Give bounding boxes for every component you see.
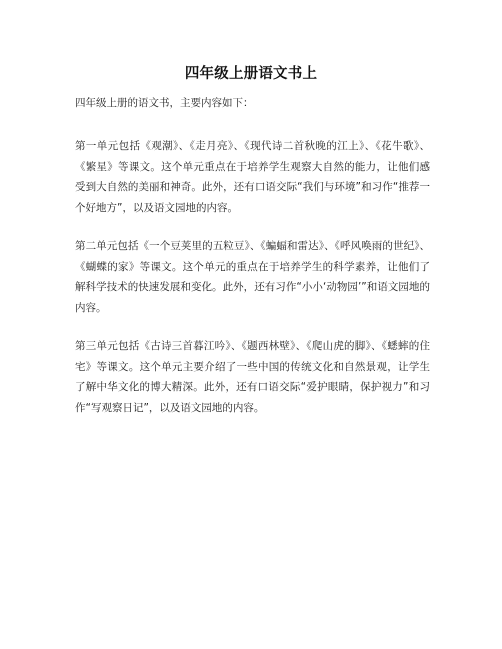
intro-text: 四年级上册的语文书，主要内容如下：	[75, 97, 254, 109]
paragraph-unit-2: 第二单元包括《一个豆荚里的五粒豆》、《蝙蝠和雷达》、《呼风唤雨的世纪》、《蝴蝶的家》等课文。这个单元的重点在于培养学生的科学素养，让他们了解科学技术的快速发展和变化。此外，还有习作“小小‘动物园’”和语文园地的内容。	[75, 240, 430, 315]
paragraph-unit-1: 第一单元包括《观潮》、《走月亮》、《现代诗二首秋晚的江上》、《花牛歌》、《繁星》等课文。这个单元重点在于培养学生观察大自然的能力，让他们感受到大自然的美丽和神奇。此外，还有口语交际“我们与环境”和习作“推荐一个好地方”，以及语文园地的内容。	[75, 140, 430, 215]
paragraph-unit-3: 第三单元包括《古诗三首暮江吟》、《题西林壁》、《爬山虎的脚》、《蟋蟀的住宅》等课文。这个单元主要介绍了一些中国的传统文化和自然景观，让学生了解中华文化的博大精深。此外，还有口语交际“爱护眼睛，保护视力”和习作“写观察日记”，以及语文园地的内容。	[75, 340, 430, 415]
page-title: 四年级上册语文书上	[184, 66, 318, 82]
